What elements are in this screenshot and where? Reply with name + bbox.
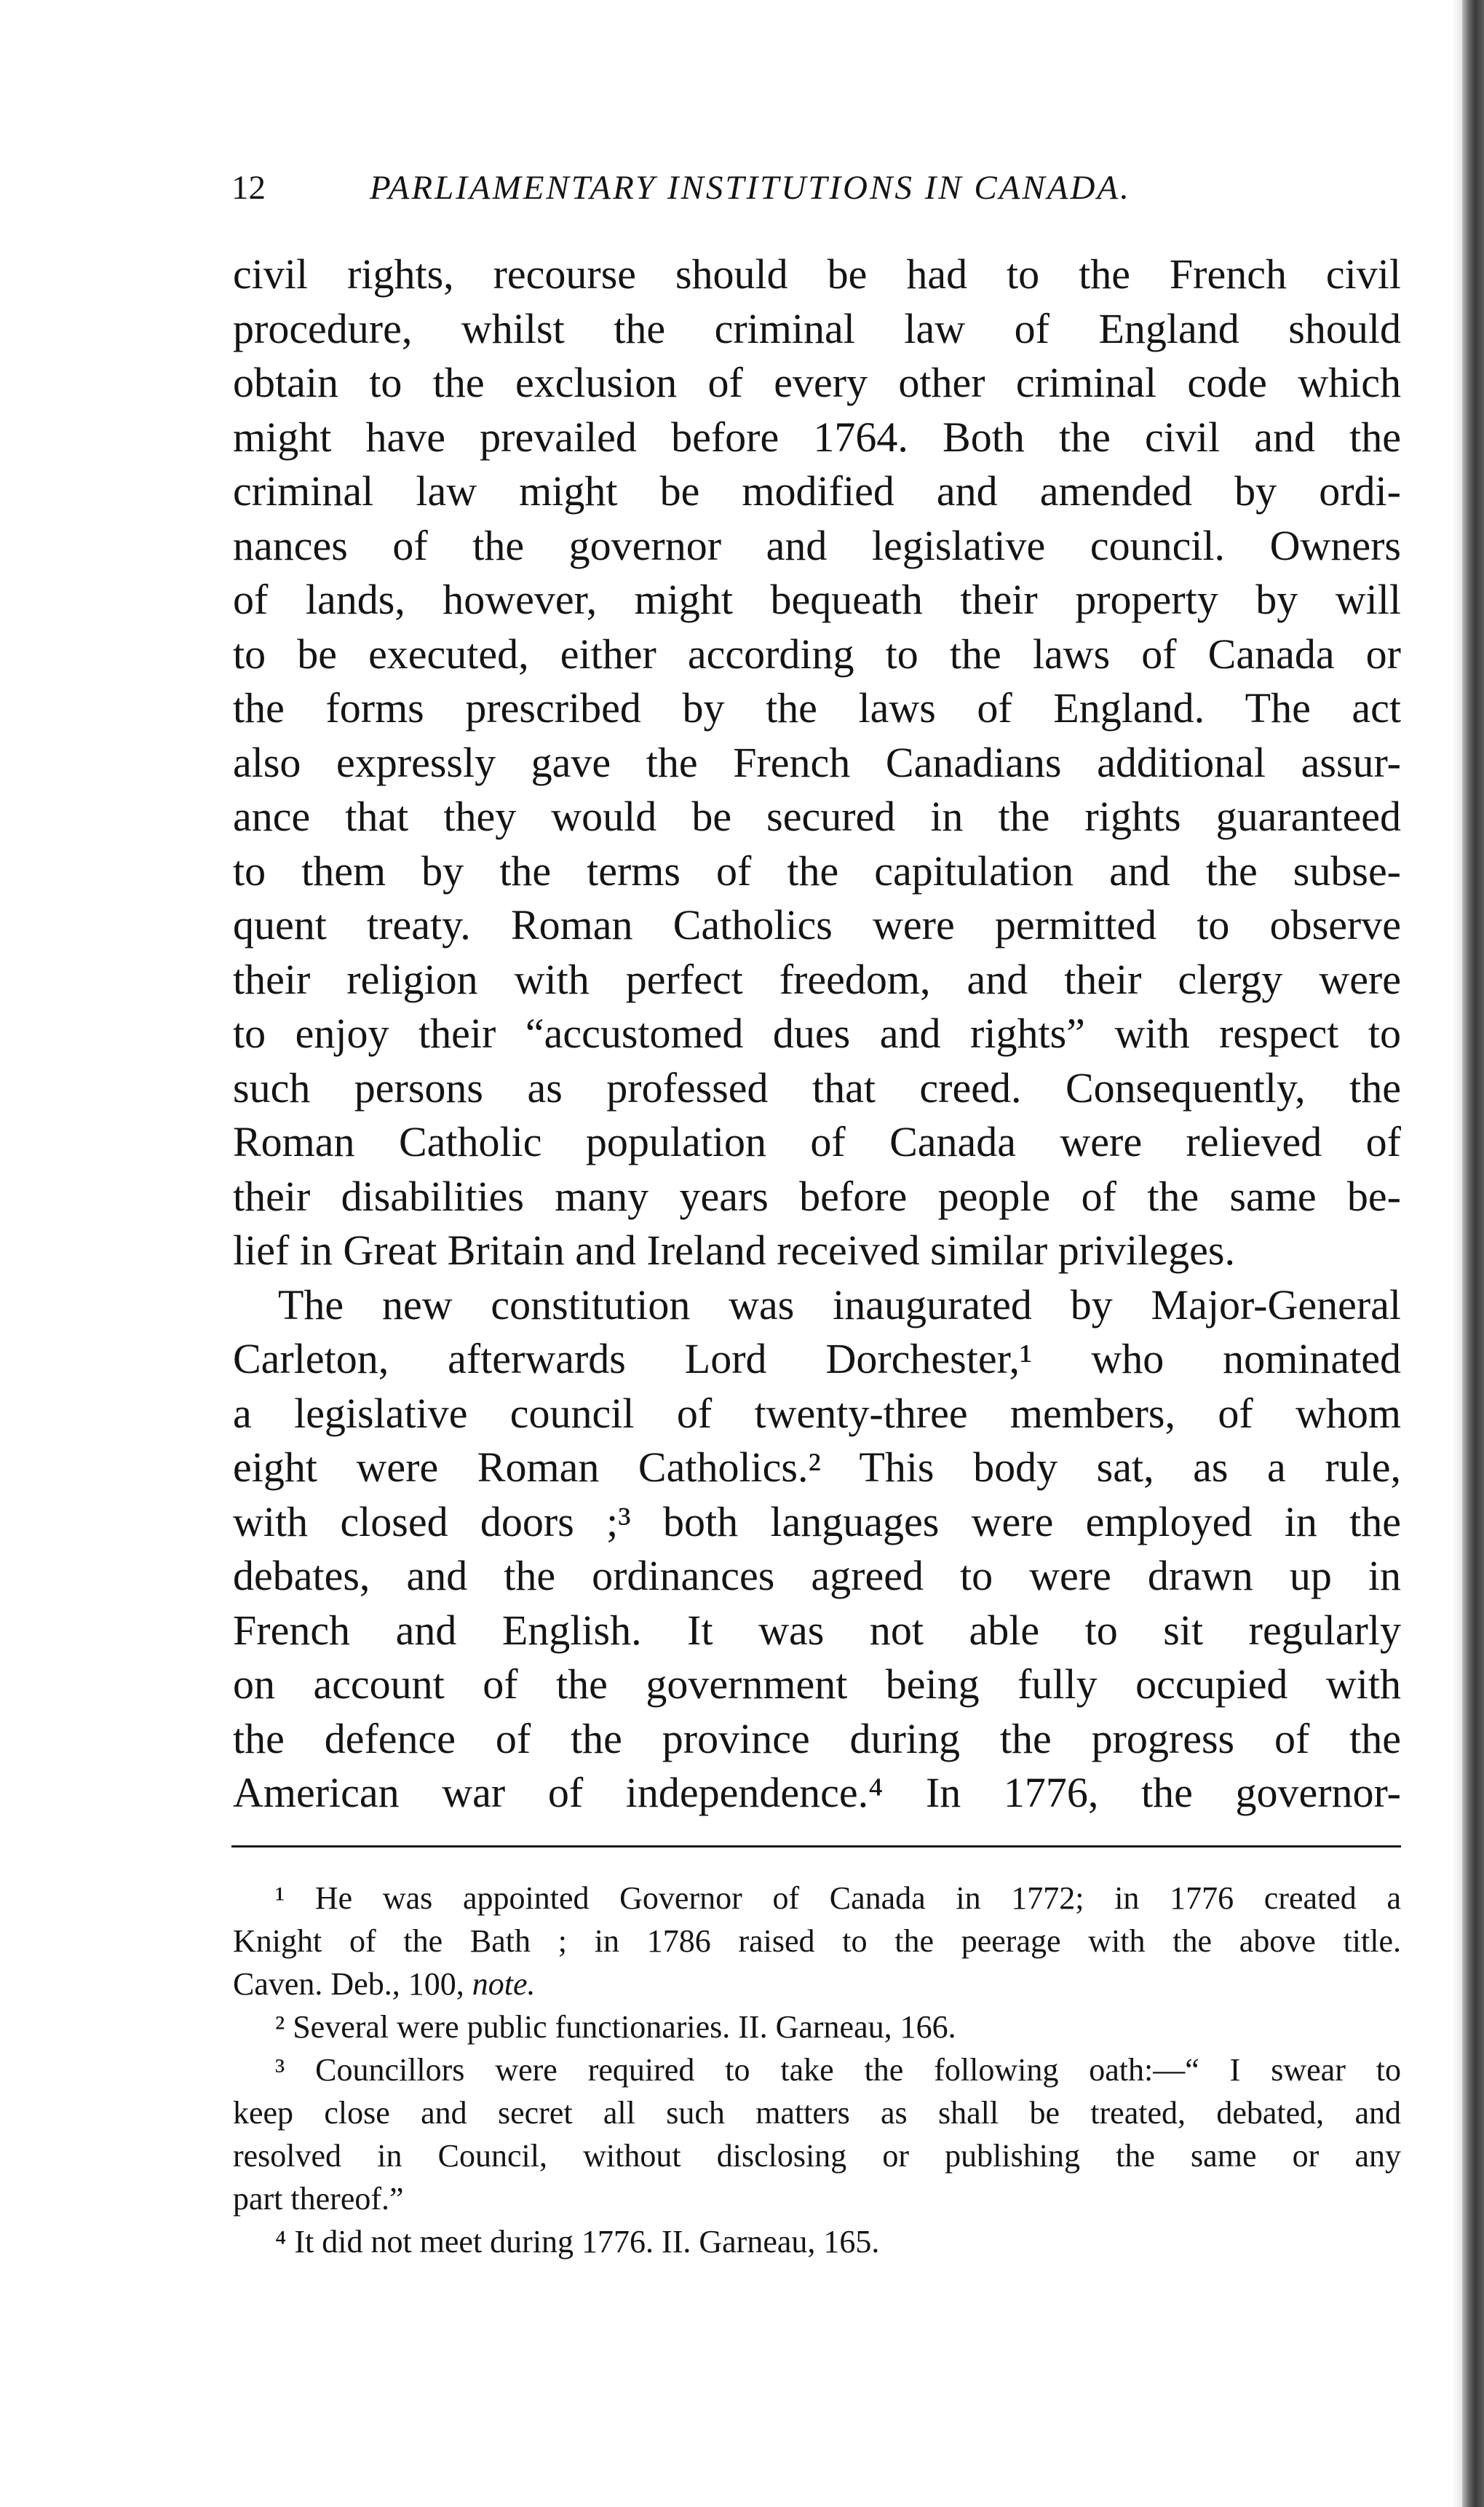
text-line: to them by the terms of the capitulation and the subse- (233, 847, 1401, 895)
footnote-divider (231, 1845, 1401, 1847)
footnote-line (233, 1963, 1401, 2005)
text-line: the forms prescribed by the laws of England. The act (233, 684, 1401, 732)
text-line: of lands, however, might bequeath their property by will (233, 576, 1401, 623)
text-line: nances of the governor and legislative council. Owners (233, 521, 1401, 569)
footnote-citation: Caven. Deb., 100, (233, 1966, 464, 2002)
footnote-2: ² Several were public functionaries. II. Garneau, 166. (275, 2009, 956, 2045)
footnotes (233, 1877, 1401, 2263)
page-number: 12 (231, 169, 266, 207)
footnote-note-italic: note. (472, 1966, 536, 2002)
footnote-line: part thereof.” (233, 2181, 404, 2217)
text-line: their disabilities many years before people of the same be- (233, 1172, 1401, 1220)
text-line: ance that they would be secured in the rights guaranteed (233, 793, 1401, 840)
running-head: PARLIAMENTARY INSTITUTIONS IN CANADA. (370, 169, 1131, 207)
text-line: on account of the government being fully occupied with (233, 1660, 1401, 1708)
text-line: to be executed, either according to the laws of Canada or (233, 630, 1401, 678)
text-line: criminal law might be modified and amended by ordi- (233, 467, 1401, 515)
footnote-line: Knight of the Bath ; in 1786 raised to the peerage with the above title. (233, 1923, 1401, 1959)
text-line: their religion with perfect freedom, and their clergy were (233, 955, 1401, 1003)
paragraph-start-line: The new constitution was inaugurated by Major-General (278, 1280, 1401, 1328)
text-line: American war of independence.⁴ In 1776, the governor- (233, 1769, 1401, 1816)
main-text (233, 247, 1401, 1821)
footnote-line: resolved in Council, without disclosing or publishing the same or any (233, 2138, 1401, 2174)
text-line: eight were Roman Catholics.² This body sat, as a rule, (233, 1443, 1401, 1491)
text-line: such persons as professed that creed. Consequently, the (233, 1064, 1401, 1112)
text-line: to enjoy their “accustomed dues and rights” with respect to (233, 1010, 1401, 1057)
text-line: obtain to the exclusion of every other criminal code which (233, 359, 1401, 406)
text-line: quent treaty. Roman Catholics were permitted to observe (233, 901, 1401, 948)
text-line: debates, and the ordinances agreed to were drawn up in (233, 1552, 1401, 1599)
page-header (231, 159, 1250, 217)
text-line: Roman Catholic population of Canada were relieved of (233, 1118, 1401, 1165)
text-line: with closed doors ;³ both languages were employed in the (233, 1497, 1401, 1545)
binding-edge (1462, 0, 1484, 2507)
footnote-3: ³ Councillors were required to take the following oath:—“ I swear to (275, 2052, 1401, 2088)
footnote-line: keep close and secret all such matters as shall be treated, debated, and (233, 2095, 1401, 2131)
text-line: also expressly gave the French Canadians additional assur- (233, 738, 1401, 786)
text-line: lief in Great Britain and Ireland received similar privileges. (233, 1227, 1235, 1274)
text-line: a legislative council of twenty-three members, of whom (233, 1389, 1401, 1437)
page-edge-highlight (1452, 0, 1462, 2507)
text-line: might have prevailed before 1764. Both the civil and the (233, 413, 1401, 461)
text-line: French and English. It was not able to sit regularly (233, 1606, 1401, 1654)
footnote-4: ⁴ It did not meet during 1776. II. Garneau, 165. (275, 2224, 880, 2260)
text-line: Carleton, afterwards Lord Dorchester,¹ who nominated (233, 1335, 1401, 1382)
text-line: the defence of the province during the progress of the (233, 1714, 1401, 1762)
text-line: procedure, whilst the criminal law of England should (233, 304, 1401, 352)
footnote-1: ¹ He was appointed Governor of Canada in 1772; in 1776 created a (275, 1880, 1401, 1916)
text-line: civil rights, recourse should be had to the French civil (233, 250, 1401, 298)
